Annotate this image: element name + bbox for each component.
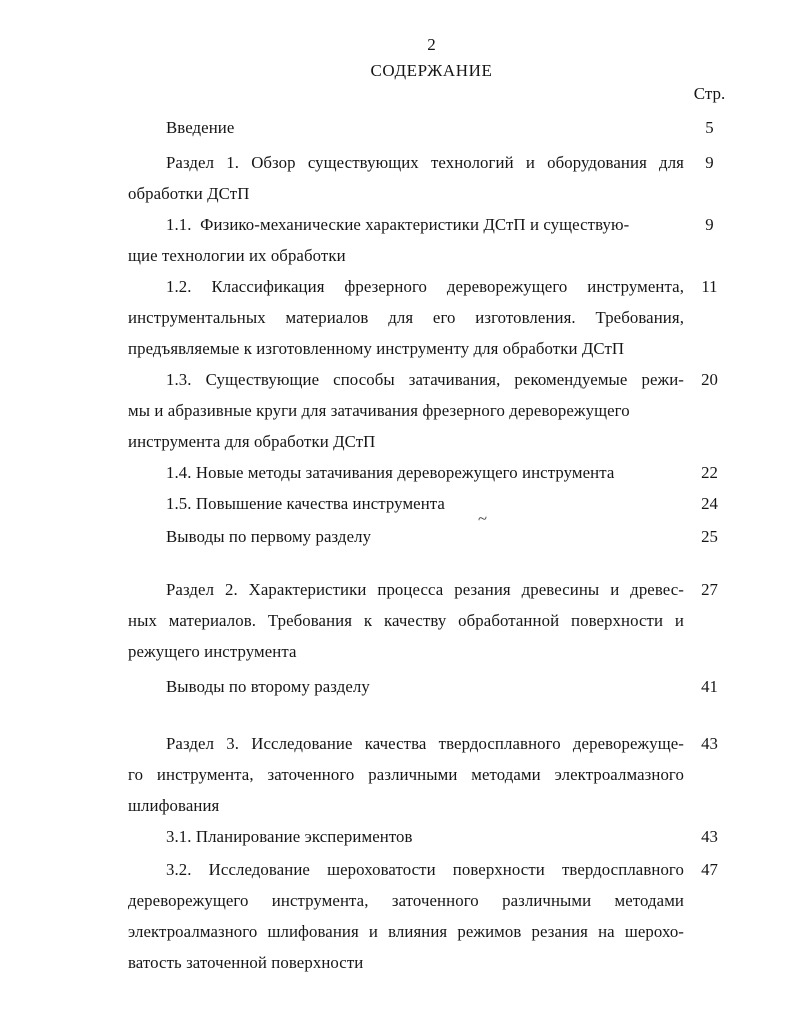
toc-entry (128, 112, 735, 143)
toc-line: шлифования (128, 796, 220, 815)
toc-line: мы и абразивные круги для затачивания фрезерного дереворежущего (128, 401, 630, 420)
toc-line: электроалмазного шлифования и влияния режимов резания на шерохо- (128, 922, 684, 941)
toc-entry (128, 457, 735, 488)
toc-entry-text (128, 364, 684, 457)
toc-line-first: 3.1. Планирование экспериментов (166, 827, 413, 846)
toc-line-first: Введение (166, 118, 235, 137)
scan-artifact-dash: ~ (476, 508, 489, 529)
toc-line-first: Раздел 1. Обзор существующих технологий и оборудования для (166, 153, 684, 172)
toc-page-number: 22 (701, 463, 718, 482)
toc-page-number: 11 (701, 277, 718, 296)
toc-entry-text (128, 521, 684, 552)
toc-page-number: 9 (705, 215, 714, 234)
toc-line-first: 1.3. Существующие способы затачивания, рекомендуемые режи- (166, 370, 684, 389)
toc-entry-text (128, 854, 684, 978)
toc-page-number: 5 (705, 118, 714, 137)
toc-page-number: 47 (701, 860, 718, 879)
toc-line: обработки ДСтП (128, 184, 250, 203)
toc-entry (128, 854, 735, 978)
toc-line-first: Раздел 2. Характеристики процесса резания древесины и древес- (166, 580, 684, 599)
toc-entry (128, 488, 735, 519)
toc-entry (128, 271, 735, 364)
toc-page-number: 9 (705, 153, 714, 172)
toc-line-first: Выводы по первому разделу (166, 527, 372, 546)
toc-line-first: Выводы по второму разделу (166, 677, 370, 696)
toc-line: режущего инструмента (128, 642, 297, 661)
toc-entry-text (128, 671, 684, 702)
page-number: 2 (427, 35, 436, 54)
toc-page-number: 41 (701, 677, 718, 696)
toc-entry-text (128, 209, 684, 271)
toc-entry (128, 209, 735, 271)
toc-entry (128, 821, 735, 852)
toc-entry-text (128, 728, 684, 821)
toc-entry (128, 521, 735, 552)
toc-line-first: 1.2. Классификация фрезерного дереворежущего инструмента, (166, 277, 684, 296)
toc-line: инструментальных материалов для его изготовления. Требования, (128, 308, 684, 327)
page-column-header: Стр. (693, 84, 726, 103)
toc-line: инструмента для обработки ДСтП (128, 432, 376, 451)
toc-entry (128, 574, 735, 667)
toc-line: щие технологии их обработки (128, 246, 346, 265)
toc-list (128, 112, 735, 978)
toc-entry-text (128, 147, 684, 209)
toc-entry (128, 147, 735, 209)
toc-line: ных материалов. Требования к качеству обработанной поверхности и (128, 611, 684, 630)
toc-line-first: 1.4. Новые методы затачивания дереворежущего инструмента (166, 463, 615, 482)
toc-line: предъявляемые к изготовленному инструменту для обработки ДСтП (128, 339, 625, 358)
toc-entry (128, 728, 735, 821)
toc-line: го инструмента, заточенного различными методами электроалмазного (128, 765, 684, 784)
toc-page-number: 43 (701, 827, 718, 846)
toc-line-first: 1.5. Повышение качества инструмента (166, 494, 445, 513)
toc-line-first: 1.1. Физико-механические характеристики ДСтП и существую- (166, 215, 630, 234)
toc-line: дереворежущего инструмента, заточенного различными методами (128, 891, 684, 910)
toc-title: СОДЕРЖАНИЕ (370, 61, 493, 80)
toc-line-first: 3.2. Исследование шероховатости поверхности твердосплавного (166, 860, 684, 879)
toc-content (128, 0, 735, 978)
toc-page-number: 43 (701, 734, 718, 753)
toc-line-first: Раздел 3. Исследование качества твердосплавного дереворежуще- (166, 734, 684, 753)
toc-entry-text (128, 821, 684, 852)
toc-line: ватость заточенной поверхности (128, 953, 364, 972)
toc-entry (128, 364, 735, 457)
toc-page-number: 27 (701, 580, 718, 599)
toc-entry-text (128, 112, 684, 143)
toc-entry-text (128, 457, 684, 488)
toc-page-number: 24 (701, 494, 718, 513)
toc-entry-text (128, 271, 684, 364)
toc-entry (128, 671, 735, 702)
toc-page-number: 25 (701, 527, 718, 546)
toc-entry-text (128, 574, 684, 667)
toc-page-number: 20 (701, 370, 718, 389)
toc-entry-text (128, 488, 684, 519)
